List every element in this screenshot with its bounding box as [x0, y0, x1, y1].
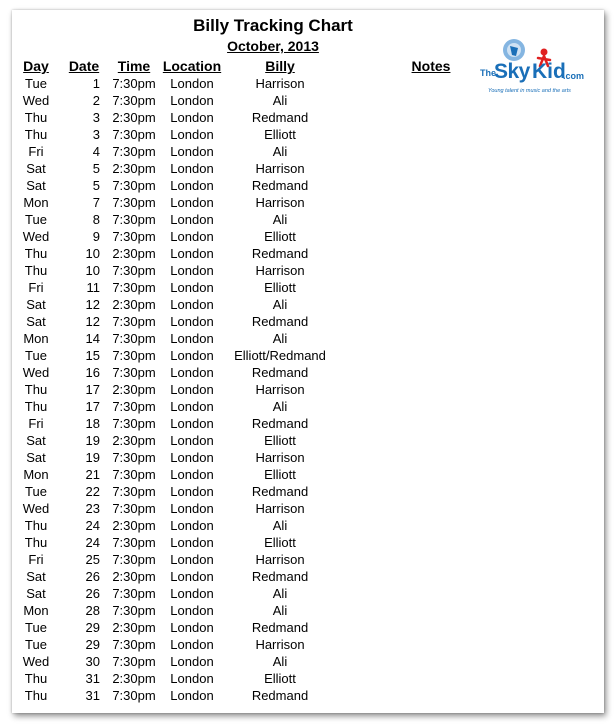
cell-location: London — [170, 331, 214, 346]
table-row — [12, 602, 604, 619]
cell-day: Tue — [25, 348, 47, 363]
cell-time: 7:30pm — [112, 365, 156, 380]
cell-date: 9 — [92, 229, 100, 244]
table-row — [12, 211, 604, 228]
cell-time: 7:30pm — [112, 399, 156, 414]
table-row — [12, 670, 604, 687]
cell-billy: Redmand — [251, 365, 309, 380]
cell-billy: Ali — [272, 331, 288, 346]
cell-day: Thu — [24, 382, 48, 397]
table-row — [12, 483, 604, 500]
cell-billy: Elliott — [264, 467, 296, 482]
cell-time: 7:30pm — [112, 586, 156, 601]
cell-date: 5 — [92, 178, 100, 193]
cell-billy: Elliott — [264, 280, 296, 295]
cell-location: London — [170, 552, 214, 567]
cell-date: 7 — [92, 195, 100, 210]
table-row — [12, 636, 604, 653]
cell-date: 29 — [85, 637, 100, 652]
cell-time: 2:30pm — [112, 569, 156, 584]
cell-location: London — [170, 586, 214, 601]
cell-billy: Ali — [272, 297, 288, 312]
cell-billy: Harrison — [255, 382, 305, 397]
cell-date: 12 — [85, 314, 100, 329]
cell-date: 4 — [92, 144, 100, 159]
cell-billy: Harrison — [255, 637, 305, 652]
cell-time: 7:30pm — [112, 348, 156, 363]
cell-day: Sat — [26, 450, 46, 465]
cell-date: 10 — [85, 246, 100, 261]
table-row — [12, 109, 604, 126]
cell-date: 31 — [85, 688, 100, 703]
cell-location: London — [170, 688, 214, 703]
cell-location: London — [170, 484, 214, 499]
cell-day: Fri — [28, 552, 44, 567]
cell-day: Thu — [24, 399, 48, 414]
cell-date: 18 — [85, 416, 100, 431]
cell-date: 26 — [85, 586, 100, 601]
cell-day: Tue — [25, 620, 47, 635]
header-billy: Billy — [265, 58, 295, 74]
table-row — [12, 568, 604, 585]
cell-day: Sat — [26, 586, 46, 601]
cell-date: 24 — [85, 535, 100, 550]
cell-location: London — [170, 76, 214, 91]
table-row — [12, 347, 604, 364]
cell-billy: Harrison — [255, 195, 305, 210]
cell-billy: Redmand — [251, 688, 309, 703]
cell-day: Thu — [24, 535, 48, 550]
table-row — [12, 194, 604, 211]
cell-billy: Redmand — [251, 484, 309, 499]
cell-time: 7:30pm — [112, 450, 156, 465]
cell-time: 2:30pm — [112, 110, 156, 125]
cell-location: London — [170, 229, 214, 244]
cell-date: 30 — [85, 654, 100, 669]
cell-time: 2:30pm — [112, 297, 156, 312]
cell-time: 7:30pm — [112, 654, 156, 669]
cell-day: Sat — [26, 433, 46, 448]
cell-location: London — [170, 178, 214, 193]
cell-time: 2:30pm — [112, 246, 156, 261]
table-row — [12, 517, 604, 534]
cell-time: 2:30pm — [112, 518, 156, 533]
header-location: Location — [162, 58, 222, 74]
table-row — [12, 245, 604, 262]
cell-time: 7:30pm — [112, 280, 156, 295]
cell-billy: Redmand — [251, 569, 309, 584]
cell-time: 7:30pm — [112, 501, 156, 516]
cell-date: 21 — [85, 467, 100, 482]
cell-time: 7:30pm — [112, 552, 156, 567]
cell-location: London — [170, 144, 214, 159]
cell-location: London — [170, 161, 214, 176]
cell-location: London — [170, 365, 214, 380]
cell-date: 2 — [92, 93, 100, 108]
cell-location: London — [170, 297, 214, 312]
cell-billy: Redmand — [251, 620, 309, 635]
cell-time: 7:30pm — [112, 212, 156, 227]
cell-day: Wed — [22, 229, 50, 244]
cell-time: 7:30pm — [112, 144, 156, 159]
cell-day: Thu — [24, 518, 48, 533]
table-row — [12, 398, 604, 415]
cell-location: London — [170, 246, 214, 261]
cell-date: 23 — [85, 501, 100, 516]
cell-day: Mon — [23, 331, 49, 346]
cell-date: 11 — [86, 280, 100, 295]
cell-time: 7:30pm — [112, 688, 156, 703]
cell-location: London — [170, 93, 214, 108]
cell-location: London — [170, 263, 214, 278]
cell-time: 7:30pm — [112, 93, 156, 108]
cell-date: 31 — [85, 671, 100, 686]
table-row — [12, 160, 604, 177]
table-row — [12, 296, 604, 313]
document-page — [12, 10, 604, 713]
cell-day: Thu — [24, 671, 48, 686]
cell-location: London — [170, 467, 214, 482]
cell-date: 25 — [85, 552, 100, 567]
cell-date: 19 — [85, 450, 100, 465]
cell-date: 29 — [85, 620, 100, 635]
cell-location: London — [170, 110, 214, 125]
table-row — [12, 364, 604, 381]
cell-day: Mon — [23, 195, 49, 210]
cell-day: Tue — [25, 76, 47, 91]
table-row — [12, 92, 604, 109]
cell-location: London — [170, 399, 214, 414]
cell-time: 7:30pm — [112, 195, 156, 210]
cell-day: Thu — [24, 263, 48, 278]
header-time: Time — [117, 58, 151, 74]
header-day: Day — [23, 58, 49, 74]
logo-text-the: The — [480, 68, 497, 78]
cell-billy: Harrison — [255, 501, 305, 516]
cell-billy: Ali — [272, 654, 288, 669]
cell-time: 2:30pm — [112, 671, 156, 686]
cell-billy: Elliott — [264, 127, 296, 142]
table-row — [12, 449, 604, 466]
cell-day: Thu — [24, 688, 48, 703]
cell-location: London — [170, 637, 214, 652]
cell-date: 3 — [92, 110, 100, 125]
table-row — [12, 534, 604, 551]
cell-time: 7:30pm — [112, 603, 156, 618]
cell-billy: Harrison — [255, 450, 305, 465]
cell-billy: Ali — [272, 399, 288, 414]
cell-billy: Harrison — [255, 76, 305, 91]
table-header — [12, 58, 604, 76]
cell-billy: Elliott — [264, 535, 296, 550]
cell-location: London — [170, 212, 214, 227]
cell-location: London — [170, 280, 214, 295]
cell-billy: Ali — [272, 603, 288, 618]
cell-location: London — [170, 348, 214, 363]
cell-time: 7:30pm — [112, 467, 156, 482]
cell-day: Wed — [22, 93, 50, 108]
cell-billy: Elliott — [264, 433, 296, 448]
cell-time: 7:30pm — [112, 76, 156, 91]
cell-day: Tue — [25, 637, 47, 652]
table-row — [12, 415, 604, 432]
cell-billy: Redmand — [251, 110, 309, 125]
cell-billy: Ali — [272, 586, 288, 601]
cell-billy: Ali — [272, 93, 288, 108]
cell-date: 5 — [92, 161, 100, 176]
cell-date: 1 — [92, 76, 100, 91]
cell-location: London — [170, 569, 214, 584]
cell-day: Fri — [28, 280, 44, 295]
cell-location: London — [170, 671, 214, 686]
cell-day: Thu — [24, 127, 48, 142]
table-row — [12, 279, 604, 296]
cell-billy: Redmand — [251, 178, 309, 193]
cell-billy: Redmand — [251, 314, 309, 329]
cell-date: 12 — [85, 297, 100, 312]
cell-date: 8 — [92, 212, 100, 227]
cell-billy: Harrison — [255, 552, 305, 567]
logo-text-com: .com — [563, 71, 585, 81]
cell-day: Fri — [28, 416, 44, 431]
cell-time: 2:30pm — [112, 620, 156, 635]
cell-day: Sat — [26, 178, 46, 193]
table-row — [12, 313, 604, 330]
cell-day: Sat — [26, 161, 46, 176]
table-row — [12, 585, 604, 602]
table-row — [12, 432, 604, 449]
cell-time: 2:30pm — [112, 433, 156, 448]
cell-time: 7:30pm — [112, 637, 156, 652]
cell-location: London — [170, 518, 214, 533]
cell-day: Tue — [25, 484, 47, 499]
cell-date: 28 — [85, 603, 100, 618]
cell-date: 22 — [85, 484, 100, 499]
cell-billy: Redmand — [251, 416, 309, 431]
cell-time: 2:30pm — [112, 161, 156, 176]
cell-date: 19 — [85, 433, 100, 448]
cell-day: Wed — [22, 501, 50, 516]
table-row — [12, 687, 604, 704]
logo-text-kid: Kid — [532, 60, 566, 83]
logo-tagline: Young talent in music and the arts — [488, 88, 571, 94]
table-row — [12, 653, 604, 670]
cell-time: 7:30pm — [112, 314, 156, 329]
cell-day: Mon — [23, 603, 49, 618]
schedule-table — [12, 75, 604, 704]
cell-time: 2:30pm — [112, 382, 156, 397]
cell-location: London — [170, 195, 214, 210]
cell-time: 7:30pm — [112, 263, 156, 278]
cell-date: 17 — [85, 382, 100, 397]
table-row — [12, 500, 604, 517]
table-row — [12, 143, 604, 160]
cell-day: Thu — [24, 110, 48, 125]
cell-billy: Ali — [272, 518, 288, 533]
cell-billy: Elliott — [264, 229, 296, 244]
cell-day: Sat — [26, 569, 46, 584]
cell-date: 16 — [85, 365, 100, 380]
table-row — [12, 619, 604, 636]
cell-time: 7:30pm — [112, 535, 156, 550]
cell-location: London — [170, 416, 214, 431]
cell-day: Wed — [22, 654, 50, 669]
cell-billy: Ali — [272, 144, 288, 159]
cell-time: 7:30pm — [112, 229, 156, 244]
cell-date: 15 — [85, 348, 100, 363]
cell-location: London — [170, 535, 214, 550]
cell-billy: Elliott/Redmand — [234, 348, 326, 363]
cell-date: 3 — [92, 127, 100, 142]
cell-day: Thu — [24, 246, 48, 261]
cell-location: London — [170, 314, 214, 329]
page-title: Billy Tracking Chart — [193, 16, 353, 35]
cell-location: London — [170, 603, 214, 618]
page-subtitle: October, 2013 — [227, 38, 319, 54]
cell-location: London — [170, 433, 214, 448]
cell-billy: Harrison — [255, 263, 305, 278]
table-row — [12, 75, 604, 92]
cell-location: London — [170, 127, 214, 142]
cell-date: 17 — [85, 399, 100, 414]
cell-day: Mon — [23, 467, 49, 482]
cell-billy: Elliott — [264, 671, 296, 686]
cell-time: 7:30pm — [112, 416, 156, 431]
cell-time: 7:30pm — [112, 484, 156, 499]
cell-location: London — [170, 654, 214, 669]
cell-date: 24 — [85, 518, 100, 533]
cell-billy: Harrison — [255, 161, 305, 176]
table-row — [12, 177, 604, 194]
cell-date: 14 — [85, 331, 100, 346]
header-date: Date — [68, 58, 100, 74]
cell-time: 7:30pm — [112, 331, 156, 346]
cell-billy: Ali — [272, 212, 288, 227]
cell-time: 7:30pm — [112, 127, 156, 142]
header-notes: Notes — [411, 58, 451, 74]
cell-location: London — [170, 501, 214, 516]
table-row — [12, 381, 604, 398]
cell-day: Wed — [22, 365, 50, 380]
cell-day: Sat — [26, 297, 46, 312]
table-row — [12, 330, 604, 347]
table-row — [12, 262, 604, 279]
table-row — [12, 126, 604, 143]
table-row — [12, 466, 604, 483]
cell-date: 10 — [85, 263, 100, 278]
cell-billy: Redmand — [251, 246, 309, 261]
cell-day: Sat — [26, 314, 46, 329]
logo-text-sky: Sky — [494, 60, 530, 83]
table-row — [12, 228, 604, 245]
cell-date: 26 — [85, 569, 100, 584]
cell-location: London — [170, 450, 214, 465]
cell-day: Tue — [25, 212, 47, 227]
table-row — [12, 551, 604, 568]
cell-time: 7:30pm — [112, 178, 156, 193]
cell-day: Fri — [28, 144, 44, 159]
cell-location: London — [170, 382, 214, 397]
cell-location: London — [170, 620, 214, 635]
